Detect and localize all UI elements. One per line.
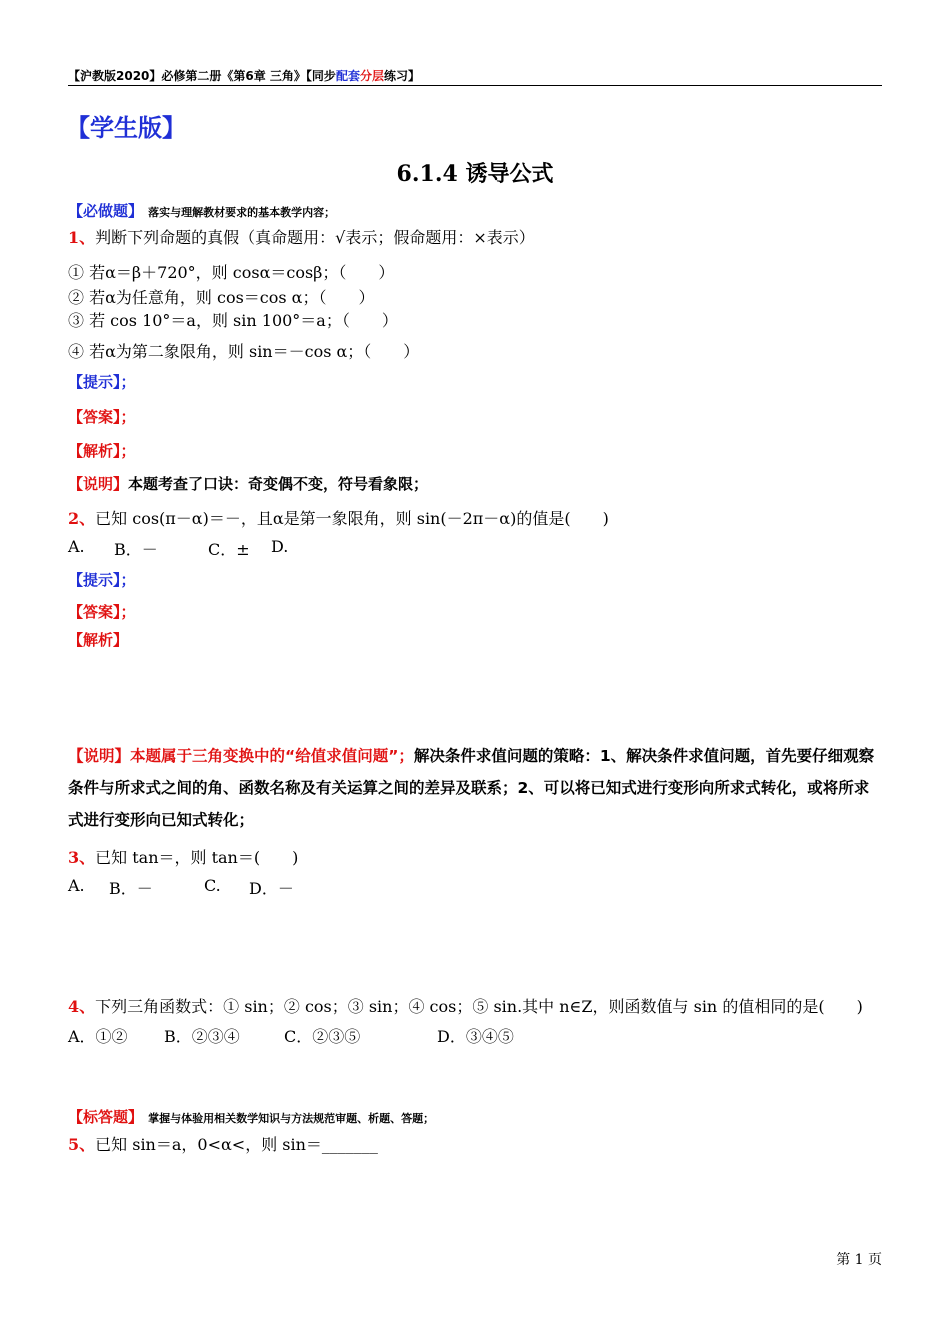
q2-answer: 【答案】；	[68, 603, 136, 621]
q2-option-a: A.	[68, 537, 85, 556]
header-part-1: 【沪教版2020】必修第二册《第6章 三角》【同步	[68, 69, 336, 83]
section-must-desc: 落实与理解教材要求的基本教学内容；	[148, 206, 336, 219]
q2-text: 已知 cos(π－α)＝－，且α是第一象限角，则 sin(－2π－α)的值是( )	[95, 509, 609, 528]
q1-item-4: ④ 若α为第二象限角，则 sin＝－cos α；（ ）	[68, 342, 420, 361]
q2-analysis: 【解析】	[68, 631, 129, 649]
q2-option-c: C．±	[208, 540, 250, 559]
q4-option-c: C．②③⑤	[284, 1027, 361, 1046]
q2-stem	[68, 506, 609, 529]
q3-text: 已知 tan＝，则 tan＝( )	[95, 848, 299, 867]
page-title: 6.1.4 诱导公式	[396, 161, 554, 187]
q3-option-d: D．－	[249, 879, 294, 898]
q2-number: 2、	[68, 509, 96, 528]
q4-option-a: A．①②	[68, 1027, 128, 1046]
q2-option-d: D.	[271, 537, 289, 556]
section-must	[68, 200, 335, 221]
q3-number: 3、	[68, 848, 96, 867]
q5-number: 5、	[68, 1135, 96, 1154]
header-part-3: 分层	[359, 69, 384, 83]
q1-hint: 【提示】；	[68, 373, 136, 391]
q3-option-b: B．－	[109, 879, 153, 898]
q3-option-a: A.	[68, 876, 85, 895]
q2-option-b: B．－	[114, 540, 158, 559]
q1-note-tag: 【说明】	[68, 475, 129, 493]
q5-stem	[68, 1132, 378, 1155]
section-standard-desc: 掌握与体验用相关数学知识与方法规范审题、析题、答题；	[148, 1112, 435, 1125]
q1-item-3: ③ 若 cos 10°＝a，则 sin 100°＝a；（ ）	[68, 311, 398, 330]
q2-note-text: 解决条件求值问题的策略：1、解决条件求值问题，首先要仔细观察条件与所求式之间的角、函数名称及有关运算之间的差异及联系；2、可以将已知式进行变形向所求式转化，或将所求式进行变形向已知式转化；	[68, 747, 875, 829]
q3-option-c: C.	[204, 876, 221, 895]
q4-number: 4、	[68, 997, 96, 1016]
q1-item-1: ① 若α＝β＋720°，则 cosα＝cosβ；（ ）	[68, 263, 395, 282]
q4-stem	[68, 994, 863, 1017]
section-standard	[68, 1106, 434, 1127]
section-standard-tag: 【标答题】	[68, 1108, 144, 1126]
q4-text: 下列三角函数式：① sin；② cos；③ sin；④ cos；⑤ sin.其中 n∈Z，则函数值与 sin 的值相同的是( )	[95, 997, 863, 1016]
q2-note	[68, 740, 884, 836]
q4-option-b: B．②③④	[164, 1027, 240, 1046]
header-part-2: 配套	[335, 69, 360, 83]
q3-stem	[68, 845, 298, 868]
version-label: 【学生版】	[66, 114, 186, 142]
q1-note-text: 本题考查了口诀：奇变偶不变，符号看象限；	[128, 475, 429, 493]
q4-option-d: D．③④⑤	[437, 1027, 514, 1046]
q1-note	[68, 473, 428, 494]
q1-number: 1、	[68, 228, 96, 247]
q2-note-tag: 【说明】本题属于三角变换中的“给值求值问题”；	[68, 747, 414, 765]
q1-analysis: 【解析】；	[68, 442, 136, 460]
q1-text: 判断下列命题的真假（真命题用：√表示；假命题用：×表示）	[95, 228, 535, 247]
q1-answer: 【答案】；	[68, 408, 136, 426]
running-header	[68, 67, 420, 84]
page-number: 第 1 页	[836, 1252, 882, 1268]
q2-hint: 【提示】；	[68, 571, 136, 589]
section-must-tag: 【必做题】	[68, 202, 144, 220]
q1-item-2: ② 若α为任意角，则 cos＝cos α；（ ）	[68, 288, 375, 307]
header-part-4: 练习】	[383, 69, 420, 83]
q5-text: 已知 sin＝a，0<α<，则 sin＝_______	[95, 1135, 378, 1154]
q1-stem	[68, 225, 535, 248]
header-rule	[68, 85, 882, 86]
